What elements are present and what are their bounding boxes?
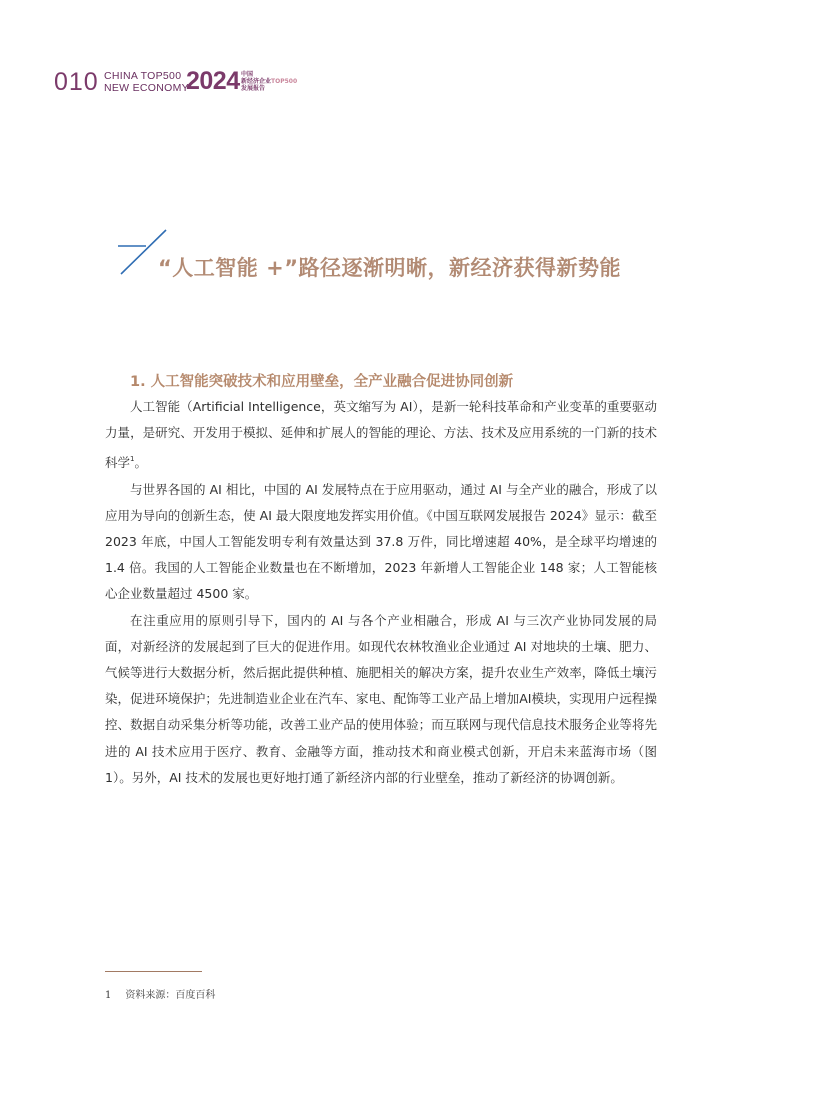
subsection-heading: 1. 人工智能突破技术和应用壁垒，全产业融合促进协同创新	[130, 374, 514, 390]
body-text	[105, 394, 657, 791]
brand-cn-line-1: 中国	[241, 71, 254, 78]
brand-english-line-2: NEW ECONOMY	[104, 82, 189, 94]
brand-cn-line-2	[241, 78, 297, 85]
footnote-number: 1	[105, 990, 112, 1001]
paragraph-1-end: 。	[134, 455, 147, 471]
page-number: 010	[54, 68, 99, 96]
brand-english-name	[104, 70, 189, 94]
footnote	[105, 986, 215, 1001]
footnote-reference[interactable]: 1	[130, 455, 135, 464]
brand-english-line-1: CHINA TOP500	[104, 70, 182, 82]
paragraph-1	[105, 394, 657, 477]
paragraph-3: 在注重应用的原则引导下，国内的 AI 与各个产业相融合，形成 AI 与三次产业协同发展的局面，对新经济的发展起到了巨大的促进作用。如现代农林牧渔业企业通过 AI 对地块的土壤、肥力、气候等进行大数据分析，然后据此提供种植、施肥相关的解决方案，提升农业生产效率，降低土壤污染，促进环境保护；先进制造业企业在汽车、家电、配饰等工业产品上增加AI模块，实现用户远程操控、数据自动采集分析等功能，改善工业产品的使用体验；而互联网与现代信息技术服务企业等将先进的 AI 技术应用于医疗、教育、金融等方面，推动技术和商业模式创新，开启未来蓝海市场（图 1）。另外，AI 技术的发展也更好地打通了新经济内部的行业壁垒，推动了新经济的协调创新。	[105, 612, 657, 785]
paragraph-2: 与世界各国的 AI 相比，中国的 AI 发展特点在于应用驱动，通过 AI 与全产业的融合，形成了以应用为导向的创新生态，使 AI 最大限度地发挥实用价值。《中国互联网发展报告 2024》显示：截至 2023 年底，中国人工智能发明专利有效量达到 37.8 万件，同比增速超 40%，是全球平均增速的 1.4 倍。我国的人工智能企业数量也在不断增加，2023 年新增人工智能企业 148 家；人工智能核心企业数量超过 4500 家。	[105, 481, 657, 602]
paragraph-1-text: 人工智能（Artificial Intelligence，英文缩写为 AI），是新一轮科技革命和产业变革的重要驱动力量，是研究、开发用于模拟、延伸和扩展人的智能的理论、方法、技术及应用系统的一门新的技术科学	[105, 399, 657, 471]
brand-year-logo: 2024	[186, 67, 240, 95]
footnote-divider	[105, 971, 202, 972]
brand-cn-line-2b: TOP500	[271, 78, 298, 85]
brand-cn-line-2a: 新经济企业	[241, 78, 272, 85]
section-title: “人工智能 +”路径逐渐明晰，新经济获得新势能	[158, 256, 622, 280]
footnote-text: 资料来源：百度百科	[125, 990, 216, 1001]
brand-chinese-logo	[241, 71, 297, 92]
brand-cn-line-3: 发展报告	[241, 85, 266, 92]
